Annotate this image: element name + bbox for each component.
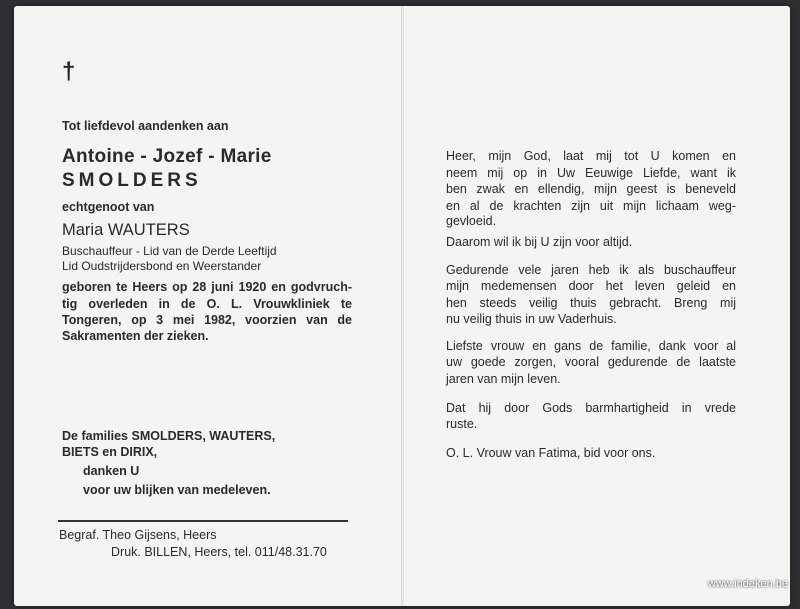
prayer-line: jaren van mijn leven.: [446, 372, 561, 386]
watermark: www.indeken.be: [707, 578, 788, 590]
bio-line: tig overleden in de O. L. Vrouwkliniek te: [62, 297, 352, 311]
funeral-director: Begraf. Theo Gijsens, Heers: [59, 528, 217, 542]
prayer-line: Heer, mijn God, laat mij tot U komen en: [446, 149, 736, 163]
prayer-line: uw goede zorgen, vooral gedurende de laatste: [446, 355, 736, 369]
deceased-family-name: SMOLDERS: [62, 170, 202, 191]
thanks-line: danken U: [83, 464, 140, 478]
occupation-line: Lid Oudstrijdersbond en Weerstander: [62, 259, 262, 273]
prayer-line: neem mij op in Uw Eeuwige Liefde, want ik: [446, 166, 736, 180]
prayer-line: gevloeid.: [446, 214, 497, 228]
occupation-line: Buschauffeur - Lid van de Derde Leeftijd: [62, 244, 277, 258]
spouse-label: echtgenoot van: [62, 200, 155, 214]
thanks-line: BIETS en DIRIX,: [62, 445, 158, 459]
bio-line: geboren te Heers op 28 juni 1920 en godvruch-: [62, 280, 352, 294]
thanks-line: voor uw blijken van medeleven.: [83, 483, 271, 497]
prayer-line: Daarom wil ik bij U zijn voor altijd.: [446, 235, 633, 249]
prayer-line: O. L. Vrouw van Fatima, bid voor ons.: [446, 446, 656, 460]
printer-credit: Druk. BILLEN, Heers, tel. 011/48.31.70: [111, 545, 327, 559]
deceased-given-names: Antoine - Jozef - Marie: [62, 146, 272, 167]
prayer-line: ruste.: [446, 417, 478, 431]
cross-icon: †: [62, 58, 76, 85]
prayer-line: Liefste vrouw en gans de familie, dank voor al: [446, 339, 736, 353]
prayer-line: Dat hij door Gods barmhartigheid in vrede: [446, 401, 736, 415]
prayer-line: Gedurende vele jaren heb ik als buschauffeur: [446, 263, 736, 277]
intro-text: Tot liefdevol aandenken aan: [62, 119, 229, 133]
card-fold: [401, 6, 404, 606]
prayer-line: nu veilig thuis in uw Vaderhuis.: [446, 312, 617, 326]
prayer-line: mijn medemensen door het leven geleid en: [446, 279, 736, 293]
divider: [58, 520, 348, 522]
thanks-line: De families SMOLDERS, WAUTERS,: [62, 429, 276, 443]
bio-line: Sakramenten der zieken.: [62, 329, 209, 343]
spouse-name: Maria WAUTERS: [62, 221, 190, 239]
prayer-line: hen steeds veilig thuis gebracht. Breng mij: [446, 296, 736, 310]
prayer-line: en al de krachten zijn uit mijn lichaam weg-: [446, 199, 736, 213]
prayer-line: ben zwak en ellendig, mijn geest is beneveld: [446, 182, 736, 196]
bio-line: Tongeren, op 3 mei 1982, voorzien van de: [62, 313, 352, 327]
